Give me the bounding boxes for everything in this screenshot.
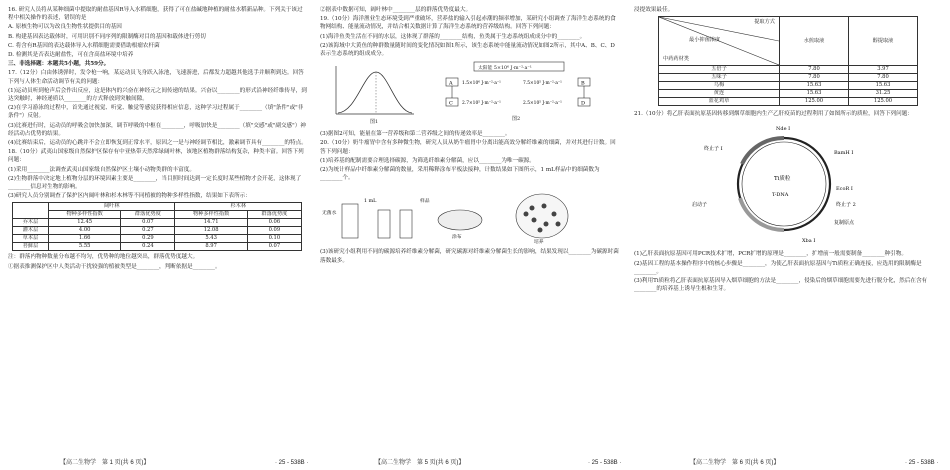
corner-mid-label: 最小抑菌浓度 [689,37,721,44]
row-label: 乔木层 [13,219,49,227]
table-cell: 0.07 [247,243,301,251]
table-cell: 125.00 [849,98,918,106]
q18-part-5: ②据表中数据可知，阔叶林中________层的群落优势度最大。 [320,7,472,13]
table-col-head: 醇提取液 [849,17,918,66]
row-label: 五味子 [659,74,780,82]
terminator2-label: 终止子 2 [836,202,856,209]
q17-part-2: (2)在学习游泳的过程中，首先通过视觉、听觉、触觉等感觉获得相应信息，这种学习过程属于________（填"条件"或"非条件"）反射。 [8,105,304,120]
fig2-value: 7.5×10⁵ J·m⁻²·a⁻¹ [523,81,562,87]
page-column-2 [320,6,620,446]
row-label: 黄连 [659,90,780,98]
q16-option-a: A. 原核生物可以为改良生物性状提供目的基因 [8,24,122,31]
question-20: 20.（10分）奶牛瘤胃中含有多种微生物，研究人员从奶牛瘤胃中分离出能高效分解纤维素的细菌，并对其进行计数。回答下列问题： [320,140,616,155]
row-label: 苔藓层 [13,243,49,251]
fig3-label: 涂布 [452,235,462,241]
corner-top-label: 提取方式 [754,19,775,26]
fig3-label: 样品 [420,199,430,205]
table-corner [13,203,49,219]
table-cell: 7.80 [780,66,849,74]
ecor1-label: EcoR I [836,186,853,193]
table-cell: 0.10 [247,235,301,243]
table-row [659,82,918,90]
table-cell: 7.80 [780,74,849,82]
q18-part-2: (2)生物群落中决定地上植物分层的环境因素主要是________，当目照时间达到一定长度时某些植物才会开花，这体现了________信息对生物的影响。 [8,175,302,191]
q16-option-d: D. 检测其是否表达耐盐性，可在含高盐环境中培养 [8,52,134,59]
q20-part-3: (3)该研究小组利用不同的碳源培养纤维素分解菌，研究碳源对纤维素分解菌生长的影响，结果发现以________为碳源时菌落数最多。 [320,249,619,264]
table-cell: 5.55 [49,243,121,251]
col3-intro: 浸提效果最佳。 [634,7,674,13]
page-column-3 [634,6,942,446]
q21-part-2: (2)基因工程的基本操作程序中的核心步骤是________，为使乙肝表面抗原基因与Ti质粒正确连接，应选用的限制酶是________。 [634,260,922,275]
table-cell: 0.06 [247,219,301,227]
table-cell: 31.25 [849,90,918,98]
q21-part-3: (3)利用Ti质粒将乙肝表面抗原基因导入烟草细胞的方法是________，侵染后的烟草细胞需要先进行脱分化，然后在含有________的培养基上诱导生根和生芽。 [634,278,928,293]
table-cell: 1.66 [49,235,121,243]
fig2-box-a: A [449,80,453,87]
q18-part-3: (3)研究人员分别调查了保护区内阔叶林和杉木林等不同植被的物种多样性指数，结果如下表所示： [8,193,251,200]
footer-code: · 25 - 538B · [588,460,622,466]
table-cell: 0.27 [121,227,175,235]
table-cell: 8.97 [175,243,247,251]
row-label: 五倍子 [659,66,780,74]
table-note: 注：群落内物种数量分布越不均匀，优势种的地位越突出，群落优势度越大。 [8,254,199,261]
fig3-label: 培养 [534,240,544,245]
table-row [659,98,918,106]
q19-part-2: (2)该海域中大黄鱼的种群数量随时间的变化情况如图1所示，该生态系统中能量流动情况如图2所示，其中A、B、C、D表示生态系统的组成成分。 [320,42,615,58]
table-row [659,90,918,98]
page-column-1 [8,6,308,446]
table-row [13,227,302,235]
table-cell: 15.63 [780,90,849,98]
question-17: 17.（12分）白由体诱弹时，发令枪一响，某运动员飞身跃入泳池，飞速游进，后都发力超越其他选手并顺利到达。回答下列与人体生命活动调节有关的问题： [8,70,304,85]
table-cell: 0.09 [247,227,301,235]
row-label: 灌木层 [13,227,49,235]
q18-part-1: (1)采用________法调查武夷山国家级自然保护区土壤小动物类群的丰富度。 [8,166,195,173]
plasmid-figure [634,120,942,248]
tdna-label: T-DNA [772,192,789,199]
table-cell: 5.43 [175,235,247,243]
table-subhead: 物种多样性指数 [175,211,247,219]
q16-option-b: B. 构建基因表达载体时，可用识别不同序列的限制酶对目的基因和载体进行剪切 [8,33,206,40]
table-cell: 0.29 [121,235,175,243]
section-3-heading: 三、非选择题：本题共5小题，共59分。 [8,61,110,68]
footer-code: · 25 - 538B · [275,460,309,466]
question-16: 16. 研究人员将从某种细菌中提取的耐盐基因R导入水稻细胞，获得了可在盐碱地种植的耐盐水稻新品种。下列关于该过程中相关操作的表述，错误的是 [8,7,303,22]
table-subhead: 群落优势度 [247,211,301,219]
q16-option-c: C. 将含有R基因的表达载体导入水稻细胞需要借助根瘤农杆菌 [8,42,160,49]
q19-part-1: (1)海洋鱼类生活在不同的水层，这体现了群落的________结构，鱼类属于生态系统组成成分中的________。 [320,33,586,40]
q21-part-1: (1)乙肝表面抗原基因可用PCR技术扩增，PCR扩增的原理是________，扩增前一般需要制备________种引物。 [634,251,907,258]
table-cell: 3.97 [849,66,918,74]
table-row [13,243,302,251]
table-cell: 0.24 [121,243,175,251]
figures-row [320,60,620,128]
q17-part-1: (1)运动员听到枪声后会作出反应，这是体内的兴奋在神经元之间传递的结果。兴奋以________的形式沿神经纤维传导，到达突触时，神经递质以________的方式释放到突触间隙。 [8,87,307,103]
table-row [659,74,918,82]
question-18: 18.（10分）武夷山国家级自然保护区保存有中亚热带天然常绿阔叶林，该地区植物群落结构复杂，种类丰富。回答下列问题： [8,149,304,164]
footer-right: 【高二生物学 第 6 页(共 6 页)】 [690,460,780,466]
table-cell: 7.80 [849,74,918,82]
table-diagonal-corner [659,17,780,66]
fig2-box-b: B [581,80,585,87]
q17-part-4: (4)比赛结束后，运动员的心跳并不会立即恢复到正常水平，原因之一是与神经调节相比，激素调节具有________的特点。 [8,140,307,147]
q17-part-3: (3)比赛进行时，运动员的呼吸会加快加深，调节呼吸的中枢在________，呼吸加快是________（填"交感"或"副交感"）神经活动占优势的结果。 [8,122,306,137]
xba1-label: Xba I [802,238,816,245]
ori-label: 复制原点 [834,220,855,227]
table-cell: 4.00 [49,227,121,235]
fig2-value: 2.5×10⁵ J·m⁻²·a⁻¹ [523,101,562,107]
row-label: 蓝花鸡草 [659,98,780,106]
fig2-sun-label: 太阳能 5×10⁶ J·m⁻²·a⁻¹ [478,66,532,72]
q18-part-4: ①据表推测保护区中人类活动干扰较强的植被类型是________，判断依据是________。 [8,263,221,270]
q20-part-2: (2)为统计样品中纤维素分解菌的数量，采用稀释涂布平板法接种，计数结果如下图所示，1 mL样品中的细菌数为________个。 [320,167,600,182]
question-21: 21.（10分）将乙肝表面抗原基因转移到烟草细胞内生产乙肝疫苗的过程利用了如图所示的质粒，回答下列问题： [634,111,913,118]
table-group-head: 杉木林 [175,203,302,211]
row-label: 乌梅 [659,82,780,90]
bamh1-label: BamH I [834,150,854,157]
table-cell: 15.63 [780,82,849,90]
table-subhead: 物种多样性指数 [49,211,121,219]
promoter-label: 启动子 [692,202,708,209]
fig3-label: 1 mL [364,199,377,205]
q19-part-3: (3)据图2可知，能量在第一营养级和第二营养级之间的传递效率是________。 [320,131,511,138]
table-row [13,219,302,227]
table-row [659,66,918,74]
fig2-box-c: C [449,100,453,107]
footer-mid: 【高二生物学 第 5 页(共 6 页)】 [375,460,465,466]
fig1-caption: 图1 [370,119,379,125]
table-cell: 14.71 [175,219,247,227]
fig2-value: 2.7×10⁵ J·m⁻²·a⁻¹ [462,101,501,107]
table-cell: 15.63 [849,82,918,90]
table-cell: 12.45 [49,219,121,227]
nde1-label: Nde I [776,126,791,133]
q20-part-1: (1)培养基的配制需要合理选择碳源，为筛选纤维素分解菌，应以________为唯一碳源。 [320,157,535,164]
question-19: 19.（10分）海洋渔业生态环境受到严重破坏，营养盐的输入引起赤潮的频率增加，某研究小组调查了海洋生态系统的食物网结构、能量流动情况，并结合相关数据计算了海洋生态系统的营养级结构。回答下列问题： [320,16,616,31]
table-cell: 0.07 [121,219,175,227]
inhibition-table [658,16,918,106]
corner-bottom-label: 中药药材类 [663,56,689,63]
terminator1-label: 终止子 I [704,146,723,153]
table-col-head: 水煎取液 [780,17,849,66]
table-group-head: 阔叶林 [49,203,175,211]
footer-left: 【高二生物学 第 1 页(共 6 页)】 [60,460,150,466]
table-cell: 12.08 [175,227,247,235]
fig2-value: 1.5×10⁶ J·m⁻²·a⁻¹ [462,81,501,87]
energy-flow-figure [428,60,608,126]
ti-plasmid-label: Ti质粒 [774,176,791,183]
footer-code: · 25 - 538B · [905,460,939,466]
dilution-figure [320,184,620,246]
table-cell: 125.00 [780,98,849,106]
table-subhead: 群落优势度 [121,211,175,219]
table-row [13,235,302,243]
vegetation-table [12,202,302,251]
fig3-label: 无菌水 [322,211,337,217]
fig2-caption: 图2 [512,116,521,123]
fig2-box-d: D [581,100,586,107]
row-label: 草本层 [13,235,49,243]
population-curve-figure [326,62,418,124]
